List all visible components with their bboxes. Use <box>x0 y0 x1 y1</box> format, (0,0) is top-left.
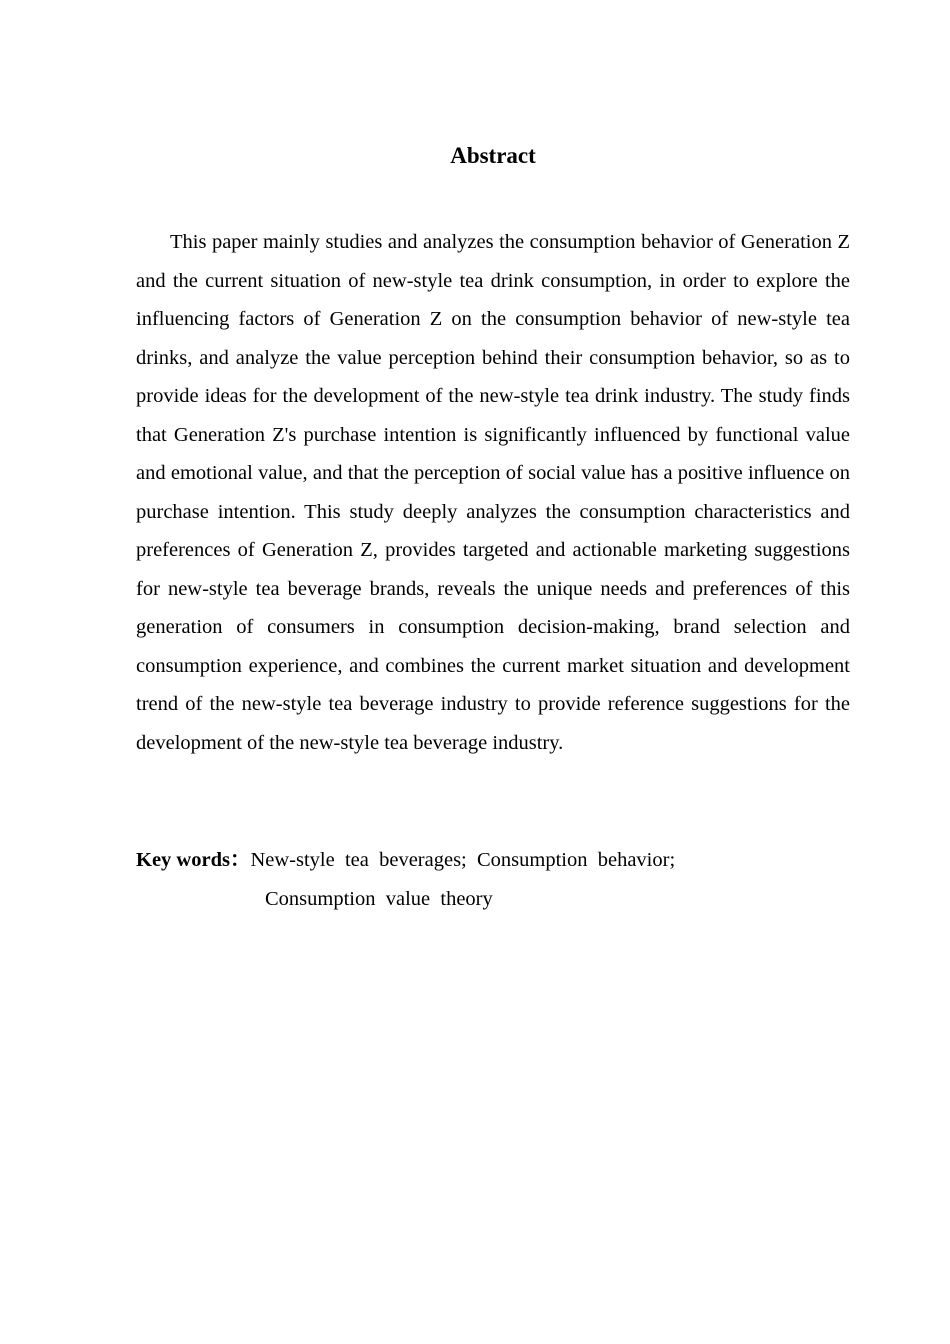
abstract-body: This paper mainly studies and analyzes the consumption behavior of Generation Z and the current situation of new-style tea drink consumption, in order to explore the influencing factors of Generation Z on the consumption behavior of new-style tea drinks, and analyze the value perception behind their consumption behavior, so as to provide ideas for the development of the new-style tea drink industry. The study finds that Generation Z's purchase intention is significantly influenced by functional value and emotional value, and that the perception of social value has a positive influence on purchase intention. This study deeply analyzes the consumption characteristics and preferences of Generation Z, provides targeted and actionable marketing suggestions for new-style tea beverage brands, reveals the unique needs and preferences of this generation of consumers in consumption decision-making, brand selection and consumption experience, and combines the current market situation and development trend of the new-style tea beverage industry to provide reference suggestions for the development of the new-style tea beverage industry. <box>136 231 850 754</box>
keywords-section <box>136 841 850 918</box>
abstract-title: Abstract <box>450 143 536 168</box>
keywords-line-1 <box>136 841 850 880</box>
keywords-line-2: Consumption value theory <box>265 887 493 910</box>
keywords-text-1: New-style tea beverages; Consumption behavior; <box>250 849 676 871</box>
keywords-label: Key words： <box>136 849 251 871</box>
